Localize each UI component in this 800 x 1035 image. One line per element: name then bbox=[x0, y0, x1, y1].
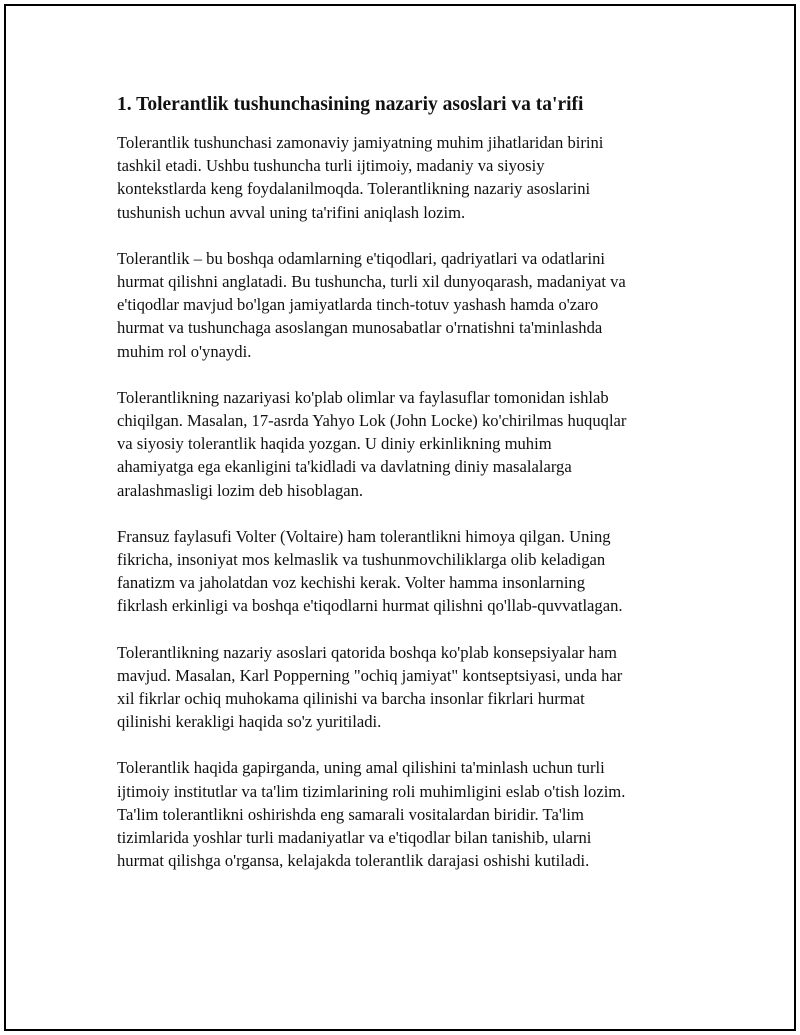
text-line: tashkil etadi. Ushbu tushuncha turli ijtimoiy, madaniy va siyosiy bbox=[117, 156, 545, 176]
text-line: e'tiqodlar mavjud bo'lgan jamiyatlarda tinch-totuv yashash hamda o'zaro bbox=[117, 295, 599, 315]
text-line: Tolerantlik haqida gapirganda, uning amal qilishini ta'minlash uchun turli bbox=[117, 758, 605, 778]
text-line: chiqilgan. Masalan, 17-asrda Yahyo Lok (John Locke) ko'chirilmas huquqlar bbox=[117, 411, 627, 431]
text-line: Tolerantlikning nazariy asoslari qatorida boshqa ko'plab konsepsiyalar ham bbox=[117, 642, 617, 662]
paragraph-3 bbox=[117, 386, 687, 502]
text-line: hurmat va tushunchaga asoslangan munosabatlar o'rnatishni ta'minlashda bbox=[117, 318, 603, 338]
text-line: ijtimoiy institutlar va ta'lim tizimlarining roli muhimligini eslab o'tish lozim. bbox=[117, 781, 626, 801]
text-line: xil fikrlar ochiq muhokama qilinishi va barcha insonlar fikrlari hurmat bbox=[117, 689, 585, 709]
paragraph-5 bbox=[117, 641, 687, 734]
section-heading: 1. Tolerantlik tushunchasining nazariy asoslari va ta'rifi bbox=[117, 94, 584, 115]
text-line: hurmat qilishni anglatadi. Bu tushuncha, turli xil dunyoqarash, madaniyat va bbox=[117, 272, 626, 292]
paragraph-2 bbox=[117, 247, 687, 363]
text-line: Tolerantlik tushunchasi zamonaviy jamiyatning muhim jihatlaridan birini bbox=[117, 133, 604, 152]
text-line: fikricha, insoniyat mos kelmaslik va tushunmovchiliklarga olib keladigan bbox=[117, 550, 606, 570]
text-line: qilinishi kerakligi haqida so'z yuritiladi. bbox=[117, 712, 382, 732]
text-line: fikrlash erkinligi va boshqa e'tiqodlarni hurmat qilishni qo'llab-quvvatlagan. bbox=[117, 596, 623, 616]
text-line: fanatizm va jaholatdan voz kechishi kerak. Volter hamma insonlarning bbox=[117, 573, 586, 593]
text-line: muhim rol o'ynaydi. bbox=[117, 341, 252, 361]
text-line: Fransuz faylasufi Volter (Voltaire) ham tolerantlikni himoya qilgan. Uning bbox=[117, 526, 611, 546]
paragraph-4 bbox=[117, 525, 687, 618]
text-line: Tolerantlikning nazariyasi ko'plab olimlar va faylasuflar tomonidan ishlab bbox=[117, 387, 609, 407]
text-line: hurmat qilishga o'rgansa, kelajakda tolerantlik darajasi oshishi kutiladi. bbox=[117, 851, 590, 871]
text-line: aralashmasligi lozim deb hisoblagan. bbox=[117, 480, 364, 500]
paragraph-6 bbox=[117, 756, 687, 872]
text-line: tizimlarida yoshlar turli madaniyatlar va e'tiqodlar bilan tanishib, ularni bbox=[117, 828, 592, 848]
document-body bbox=[117, 92, 687, 895]
text-line: mavjud. Masalan, Karl Popperning "ochiq jamiyat" kontseptsiyasi, unda har bbox=[117, 665, 623, 685]
text-line: Ta'lim tolerantlikni oshirishda eng samarali vositalardan biridir. Ta'lim bbox=[117, 804, 584, 824]
paragraph-1 bbox=[117, 131, 687, 224]
text-line: kontekstlarda keng foydalanilmoqda. Tolerantlikning nazariy asoslarini bbox=[117, 179, 591, 199]
text-line: ahamiyatga ega ekanligini ta'kidladi va davlatning diniy masalalarga bbox=[117, 457, 572, 477]
text-line: tushunish uchun avval uning ta'rifini aniqlash lozim. bbox=[117, 202, 466, 222]
text-line: va siyosiy tolerantlik haqida yozgan. U diniy erkinlikning muhim bbox=[117, 434, 552, 454]
text-line: Tolerantlik – bu boshqa odamlarning e'tiqodlari, qadriyatlari va odatlarini bbox=[117, 248, 605, 268]
